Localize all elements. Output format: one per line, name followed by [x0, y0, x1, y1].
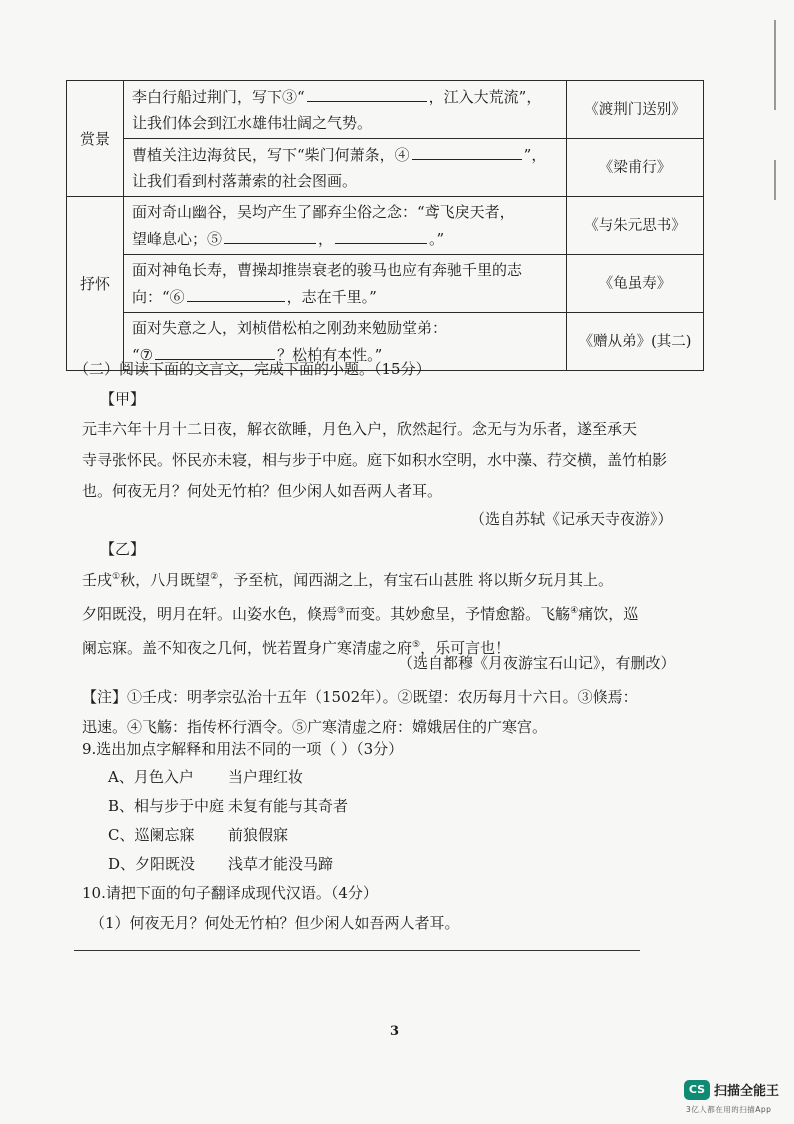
- question-10-sub1: （1）何夜无月？何处无竹柏？但少闲人如吾两人者耳。: [90, 914, 460, 932]
- poetry-fill-table: [66, 80, 704, 371]
- table-row: [67, 255, 704, 313]
- notes: 【注】①壬戌：明孝宗弘治十五年（1502年）。②既望：农历每月十六日。③倏焉： 迅速。④飞觞：指传杯行酒令。⑤广寒清虚之府：嫦娥居住的广寒宫。: [82, 688, 638, 736]
- answer-blank[interactable]: [224, 225, 316, 244]
- yi-label: 【乙】: [100, 540, 146, 558]
- category-cell: 赏景: [67, 81, 124, 197]
- answer-line[interactable]: [74, 950, 640, 951]
- answer-blank[interactable]: [335, 225, 427, 244]
- content-cell: 面对奇山幽谷，吴均产生了鄙弃尘俗之念：“鸢飞戾天者， 望峰息心；⑤ ， 。”: [124, 197, 567, 255]
- content-cell: 曹植关注边海贫民，写下“柴门何萧条，④ ”， 让我们看到村落萧索的社会图画。: [124, 139, 567, 197]
- content-cell: 面对失意之人，刘桢借松柏之刚劲来勉励堂弟： “⑦ ？松柏有本性。”: [124, 313, 567, 371]
- table-row: [67, 139, 704, 197]
- camscanner-logo-icon: CS: [684, 1080, 710, 1100]
- option-d[interactable]: D、夕阳既没 浅草才能没马蹄: [108, 855, 334, 873]
- section-heading: （二）阅读下面的文言文，完成下面的小题。（15分）: [74, 360, 431, 378]
- scan-edge-mark: [774, 20, 776, 110]
- jia-source: （选自苏轼《记承天寺夜游》）: [470, 510, 673, 528]
- source-cell: 《渡荆门送别》: [567, 81, 704, 139]
- question-10-stem: 10.请把下面的句子翻译成现代汉语。（4分）: [82, 884, 378, 902]
- watermark-name: 扫描全能王: [714, 1084, 780, 1099]
- yi-source: （选自都穆《月夜游宝石山记》，有删改）: [398, 654, 676, 672]
- jia-label: 【甲】: [100, 390, 146, 408]
- source-cell: 《梁甫行》: [567, 139, 704, 197]
- option-a[interactable]: A、月色入户 当户理红妆: [108, 768, 304, 786]
- yi-passage: 壬戌①秋，八月既望②，予至杭，闻西湖之上，有宝石山甚胜 将以斯夕玩月其上。 夕阳既没，明月在轩。山姿水色，倏焉③而变。其妙愈呈，予情愈豁。飞觞④痛饮，巡 阑忘寐。盖不知夜之几何，恍若置身广寒清虚之府⑤，乐可言也！: [82, 571, 639, 657]
- table-row: [67, 197, 704, 255]
- source-cell: 《龟虽寿》: [567, 255, 704, 313]
- answer-blank[interactable]: [412, 141, 522, 160]
- answer-blank[interactable]: [187, 283, 285, 302]
- scan-edge-mark: [774, 160, 776, 200]
- page-number: 3: [390, 1024, 400, 1039]
- option-b[interactable]: B、相与步于中庭 未复有能与其奇者: [108, 797, 349, 815]
- question-9-stem: 9.选出加点字解释和用法不同的一项（ ）（3分）: [82, 740, 404, 758]
- source-cell: 《赠从弟》(其二): [567, 313, 704, 371]
- table-row: [67, 81, 704, 139]
- jia-passage: 元丰六年十月十二日夜，解衣欲睡，月色入户，欣然起行。念无与为乐者，遂至承天 寺寻张怀民。怀民亦未寝，相与步于中庭。庭下如积水空明，水中藻、荇交横，盖竹柏影 也。何夜无月？何处无竹柏？但少闲人如吾两人者耳。: [82, 420, 668, 500]
- answer-blank[interactable]: [307, 83, 427, 102]
- option-c[interactable]: C、巡阑忘寐 前狼假寐: [108, 826, 289, 844]
- content-cell: 面对神龟长寿，曹操却推崇衰老的骏马也应有奔驰千里的志 向：“⑥ ，志在千里。”: [124, 255, 567, 313]
- content-cell: 李白行船过荆门，写下③“ ，江入大荒流”， 让我们体会到江水雄伟壮阔之气势。: [124, 81, 567, 139]
- watermark-tagline: 3亿人都在用的扫描App: [686, 1105, 772, 1114]
- category-cell: 抒怀: [67, 197, 124, 371]
- source-cell: 《与朱元思书》: [567, 197, 704, 255]
